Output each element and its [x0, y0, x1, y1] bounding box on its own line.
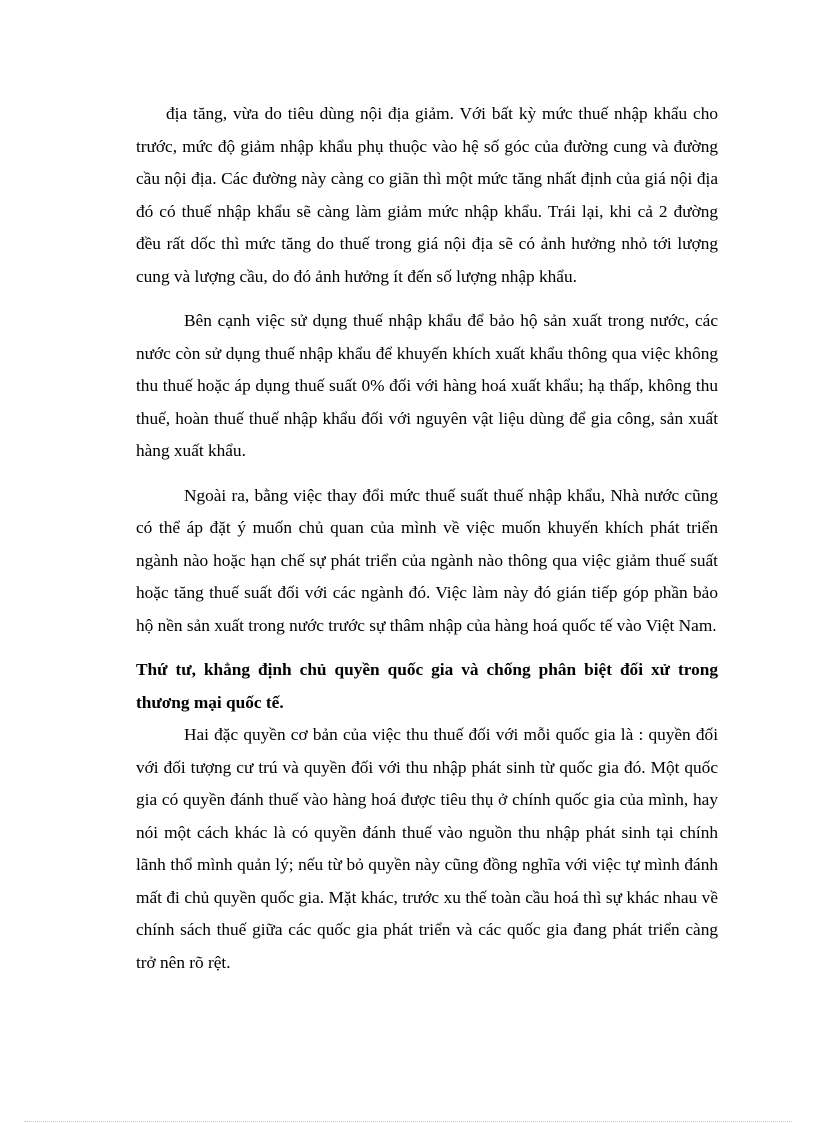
- paragraph-export-incentive: Bên cạnh việc sử dụng thuế nhập khẩu để bảo hộ sản xuất trong nước, các nước còn sử dụng thuế nhập khẩu để khuyến khích xuất khẩu thông qua việc không thu thuế hoặc áp dụng thuế suất 0% đối với hàng hoá xuất khẩu; hạ thấp, không thu thuế, hoàn thuế thuế nhập khẩu đối với nguyên vật liệu dùng để gia công, sản xuất hàng xuất khẩu.: [136, 311, 718, 460]
- page-bottom-divider: [24, 1121, 792, 1122]
- paragraph-import-demand-effect: địa tăng, vừa do tiêu dùng nội địa giảm. Với bất kỳ mức thuế nhập khẩu cho trước, mức độ giảm nhập khẩu phụ thuộc vào hệ số góc của đường cung và đường cầu nội địa. Các đường này càng co giãn thì một mức tăng nhất định của giá nội địa đó có thuế nhập khẩu sẽ càng làm giảm mức nhập khẩu. Trái lại, khi cả 2 đường đều rất dốc thì mức tăng do thuế trong giá nội địa sẽ có ảnh hưởng nhỏ tới lượng cung và lượng cầu, do đó ảnh hưởng ít đến số lượng nhập khẩu.: [136, 104, 718, 286]
- paragraph-industry-policy: Ngoài ra, bằng việc thay đổi mức thuế suất thuế nhập khẩu, Nhà nước cũng có thể áp đặt ý muốn chủ quan của mình về việc muốn khuyến khích phát triển ngành nào hoặc hạn chế sự phát triển của ngành nào thông qua việc giảm thuế suất hoặc tăng thuế suất đối với các ngành đó. Việc làm này đó gián tiếp góp phần bảo hộ nền sản xuất trong nước trước sự thâm nhập của hàng hoá quốc tế vào Việt Nam.: [136, 485, 718, 635]
- section-heading-sovereignty: Thứ tư, khẳng định chủ quyền quốc gia và chống phân biệt đối xử trong thương mại quốc tế.: [136, 660, 718, 712]
- document-page: [136, 98, 718, 991]
- paragraph-tax-sovereignty: Hai đặc quyền cơ bản của việc thu thuế đối với mỗi quốc gia là : quyền đối với đối tượng cư trú và quyền đối với thu nhập phát sinh từ quốc gia đó. Một quốc gia có quyền đánh thuế vào hàng hoá được tiêu thụ ở chính quốc gia của mình, hay nói một cách khác là có quyền đánh thuế vào nguồn thu nhập phát sinh tại chính lãnh thổ mình quản lý; nếu từ bỏ quyền này cũng đồng nghĩa với việc tự mình đánh mất đi chủ quyền quốc gia. Mặt khác, trước xu thế toàn cầu hoá thì sự khác nhau về chính sách thuế giữa các quốc gia phát triển và các quốc gia đang phát triển càng trở nên rõ rệt.: [136, 725, 718, 972]
